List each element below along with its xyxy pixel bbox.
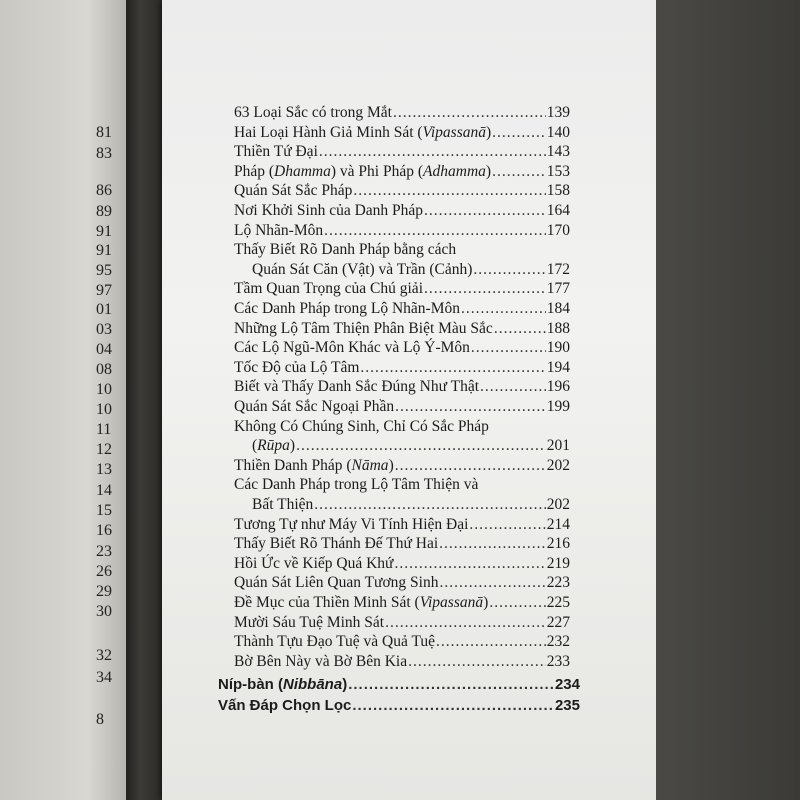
left-page-number: 15 — [96, 502, 112, 519]
toc-page-number: 177 — [546, 280, 570, 298]
toc-page-number: 184 — [546, 300, 570, 317]
toc-entry — [234, 614, 570, 634]
leader-dots — [469, 516, 545, 534]
toc-entry-title — [234, 124, 491, 142]
left-page-number: 91 — [96, 223, 112, 240]
toc-entry — [234, 124, 570, 144]
left-page-number: 83 — [96, 145, 112, 162]
toc-entry-text: Quán Sát Sắc Pháp — [234, 182, 353, 200]
toc-entry-text: Bờ Bên Này và Bờ Bên Kia — [234, 652, 408, 670]
toc-entry-term: Nāma — [351, 456, 389, 474]
left-page-number: 26 — [96, 563, 112, 580]
toc-entry-text: Các Lộ Ngũ-Môn Khác và Lộ Ý-Môn — [234, 339, 470, 357]
toc-entry-text: Tương Tự như Máy Vi Tính Hiện Đại — [234, 515, 469, 533]
toc-entry-title — [234, 535, 438, 553]
toc-entry-text: Thành Tựu Đạo Tuệ và Quả Tuệ — [234, 633, 436, 651]
toc-entry-term: Vipassanā — [422, 123, 486, 141]
toc-page-number: 214 — [546, 515, 570, 533]
toc-entry-text: Thấy Biết Rõ Thánh Đế Thứ Hai — [234, 535, 439, 553]
toc-entry-text: Vấn Đáp Chọn Lọc — [218, 697, 352, 715]
toc-entry-text: Tầm Quan Trọng của Chú giải — [234, 280, 423, 298]
toc-entry — [234, 633, 570, 653]
left-page-number: 11 — [96, 421, 112, 438]
toc-entry-term: Nibbāna — [283, 676, 343, 694]
toc-entry-title — [234, 143, 318, 161]
toc-page-number: 158 — [546, 182, 570, 200]
toc-page-number: 234 — [554, 676, 580, 694]
toc-page-number: 188 — [546, 319, 570, 337]
leader-dots — [461, 300, 546, 318]
leader-dots — [494, 320, 546, 338]
toc-entry-title — [252, 496, 313, 514]
leader-dots — [424, 202, 546, 220]
toc-entry — [234, 359, 570, 379]
toc-entry — [252, 261, 570, 281]
toc-entry-text: Thiền Tứ Đại — [234, 143, 318, 161]
leader-dots — [492, 124, 546, 142]
left-page-number: 89 — [96, 203, 112, 220]
leader-dots — [319, 143, 546, 161]
toc-entry — [234, 104, 570, 124]
toc-entry-text: Nơi Khởi Sinh của Danh Pháp — [234, 202, 424, 219]
leader-dots — [296, 437, 546, 455]
left-page-number: 14 — [96, 482, 112, 499]
leader-dots — [348, 676, 554, 693]
toc-entry — [234, 300, 570, 320]
leader-dots — [492, 163, 546, 181]
left-page-number: 8 — [96, 711, 104, 728]
toc-page-number: 216 — [546, 535, 570, 553]
leader-dots — [395, 398, 546, 416]
leader-dots — [471, 339, 546, 357]
leader-dots — [489, 594, 545, 612]
toc-entry — [234, 398, 570, 418]
toc-entry-title-line: Không Có Chúng Sinh, Chỉ Có Sắc Pháp — [234, 417, 489, 435]
toc-page-number: 219 — [546, 554, 570, 572]
toc-page-number: 232 — [546, 633, 570, 651]
toc-entry — [234, 653, 570, 673]
leader-dots — [353, 182, 545, 200]
toc-entry-title — [252, 261, 472, 279]
toc-entry-text: Quán Sát Sắc Ngoại Phần — [234, 398, 395, 415]
leader-dots — [395, 457, 546, 475]
toc-entry-text: Bất Thiện — [252, 496, 314, 513]
toc-page-number: 202 — [546, 496, 570, 513]
toc-entry-text: Biết và Thấy Danh Sắc Đúng Như Thật — [234, 378, 480, 396]
toc-page-number: 143 — [546, 143, 570, 161]
toc-entry-term: Rūpa — [257, 437, 290, 455]
toc-entry-title — [234, 339, 470, 357]
toc-entry — [234, 594, 570, 614]
toc-entry — [234, 143, 570, 163]
toc-entry — [234, 202, 570, 222]
leader-dots — [436, 633, 546, 651]
toc-entry-text: Đề Mục của Thiền Minh Sát ( — [234, 594, 420, 611]
toc-entry-title — [234, 202, 423, 220]
leader-dots — [473, 261, 545, 279]
toc-entry — [252, 496, 570, 516]
toc-entry-title — [218, 697, 351, 714]
toc-entry-text: ( — [252, 437, 258, 455]
toc-entry-text: Pháp ( — [234, 162, 275, 180]
toc-entry-title — [234, 163, 491, 181]
toc-entry-term: Adhamma — [423, 162, 486, 180]
toc-entry-text: Níp-bàn ( — [218, 676, 283, 694]
toc-entry-title — [234, 516, 468, 534]
toc-entry-text: Các Danh Pháp trong Lộ Nhãn-Môn — [234, 300, 460, 317]
toc-entry-title — [234, 182, 352, 200]
toc-entry — [218, 697, 580, 717]
toc-page-number: 170 — [546, 221, 570, 239]
toc-entry-title — [234, 300, 460, 318]
leader-dots — [324, 222, 546, 240]
leader-dots — [439, 574, 545, 592]
toc-entry-title — [234, 457, 394, 475]
toc-page-number: 233 — [546, 652, 570, 670]
left-page-number: 12 — [96, 441, 112, 458]
toc-entry — [234, 280, 570, 300]
leader-dots — [352, 697, 554, 714]
toc-entry-title — [234, 104, 392, 122]
toc-entry-text: Những Lộ Tâm Thiện Phân Biệt Màu Sắc — [234, 319, 493, 337]
toc-entry-title — [234, 280, 423, 298]
left-page-number: 10 — [96, 381, 112, 398]
left-page-number: 29 — [96, 583, 112, 600]
toc-entry-text: Quán Sát Căn (Vật) và Trần (Cảnh) — [252, 260, 473, 278]
left-page-number: 81 — [96, 124, 112, 141]
toc-entry-text: Tốc Độ của Lộ Tâm — [234, 358, 360, 376]
left-page-number: 16 — [96, 522, 112, 539]
toc-entry-text: Quán Sát Liên Quan Tương Sinh — [234, 574, 439, 592]
toc-entry-term: Dhamma — [274, 162, 331, 180]
toc-entry-text: Mười Sáu Tuệ Minh Sát — [234, 613, 385, 631]
toc-page-number: 223 — [546, 574, 570, 592]
leader-dots — [394, 555, 545, 573]
toc-entry-title — [234, 378, 479, 396]
left-page-number: 95 — [96, 262, 112, 279]
toc-page-number: 140 — [546, 123, 570, 141]
toc-entry-text: Lộ Nhãn-Môn — [234, 221, 324, 239]
toc-entry-title-line: Thấy Biết Rõ Danh Pháp bằng cách — [234, 241, 457, 259]
toc-entry-title — [234, 574, 438, 592]
toc-page-number: 201 — [546, 437, 570, 455]
toc-page-number: 202 — [546, 456, 570, 474]
toc-page-number: 227 — [546, 613, 570, 631]
toc-entry-text: ) và Phi Pháp ( — [330, 162, 424, 180]
toc-page-number: 196 — [546, 378, 570, 396]
toc-entry — [234, 339, 570, 359]
leader-dots — [393, 104, 546, 122]
toc-entry — [234, 516, 570, 536]
toc-page-number: 164 — [546, 202, 570, 219]
toc-page-number: 194 — [546, 358, 570, 376]
toc-entry-text: ) — [483, 594, 489, 611]
toc-page-number: 225 — [546, 594, 570, 611]
left-page-number: 23 — [96, 543, 112, 560]
toc-entry-title — [218, 676, 347, 693]
toc-entry-title — [252, 437, 295, 455]
toc-entry — [234, 182, 570, 202]
toc-entry-text: Hồi Ức về Kiếp Quá Khứ — [234, 554, 394, 572]
left-page-number: 97 — [96, 282, 112, 299]
toc-entry — [234, 457, 570, 477]
toc-entry-title — [234, 633, 435, 651]
toc-page-number: 235 — [554, 697, 580, 715]
leader-dots — [360, 359, 545, 377]
toc-entry-title — [234, 614, 384, 632]
left-page-number: 86 — [96, 182, 112, 199]
toc-entry-title — [234, 653, 407, 671]
left-page-number: 32 — [96, 647, 112, 664]
toc-entry-text: Hai Loại Hành Giả Minh Sát ( — [234, 123, 423, 141]
toc-entry-title — [234, 359, 359, 377]
toc-entry-title — [234, 320, 493, 338]
leader-dots — [314, 496, 545, 514]
left-page-number: 04 — [96, 341, 112, 358]
toc-entry — [218, 676, 580, 696]
toc-entry-text: Thiền Danh Pháp ( — [234, 456, 352, 474]
leader-dots — [480, 378, 546, 396]
toc-page-number: 190 — [546, 339, 570, 357]
toc-entry-title — [234, 398, 394, 416]
toc-entry — [234, 378, 570, 398]
left-page-number: 30 — [96, 603, 112, 620]
toc-entry — [234, 222, 570, 242]
toc-entry — [234, 535, 570, 555]
toc-entry-title-line: Các Danh Pháp trong Lộ Tâm Thiện và — [234, 476, 479, 494]
leader-dots — [408, 653, 546, 671]
toc-entry-text: ) — [289, 437, 296, 455]
left-page-number: 10 — [96, 401, 112, 418]
toc-entry-term: Vipassanā — [419, 594, 484, 611]
toc-entry — [252, 437, 570, 457]
left-page-number: 08 — [96, 361, 112, 378]
left-page-number: 03 — [96, 321, 112, 338]
toc-entry-title — [234, 594, 488, 612]
toc-entry-text: ) — [342, 676, 348, 694]
left-page-number: 13 — [96, 461, 112, 478]
toc-entry — [234, 555, 570, 575]
toc-page-number: 172 — [546, 260, 570, 278]
toc-entry-title — [234, 222, 323, 240]
toc-page-number: 199 — [546, 398, 570, 415]
toc-entry — [234, 574, 570, 594]
toc-entry-text: ) — [388, 456, 394, 474]
toc-page-number: 139 — [546, 104, 570, 121]
toc-entry-text: 63 Loại Sắc có trong Mắt — [234, 104, 392, 121]
toc-entry — [234, 163, 570, 183]
toc-entry-text: ) — [486, 123, 492, 141]
left-page-number: 34 — [96, 669, 112, 686]
leader-dots — [439, 535, 546, 553]
toc-entry — [234, 320, 570, 340]
leader-dots — [424, 280, 546, 298]
leader-dots — [385, 614, 546, 632]
toc-entry-text: ) — [485, 162, 492, 180]
toc-entry-title — [234, 555, 393, 573]
left-page-number: 91 — [96, 242, 112, 259]
left-page-number: 01 — [96, 301, 112, 318]
toc-page-number: 153 — [546, 162, 570, 180]
